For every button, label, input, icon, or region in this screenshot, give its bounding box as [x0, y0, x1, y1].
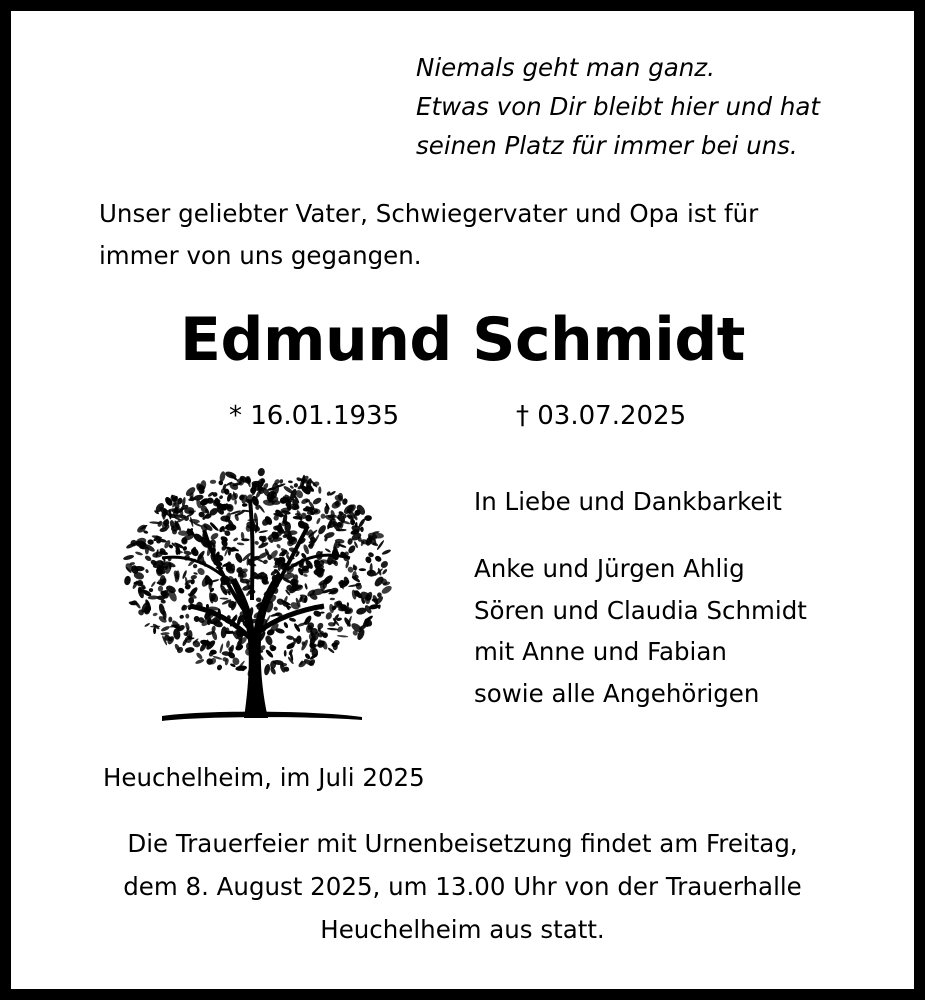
leaf-cluster: [289, 617, 297, 622]
leaf-cluster: [160, 625, 170, 632]
leaf-cluster: [190, 579, 195, 585]
leaf-cluster: [149, 588, 154, 592]
leaf-cluster: [233, 537, 239, 542]
leaf-cluster: [288, 480, 293, 483]
leaf-cluster: [193, 564, 198, 568]
leaf-cluster: [219, 597, 228, 599]
mourners-heading: In Liebe und Dankbarkeit: [474, 487, 782, 516]
mourner-name: Anke und Jürgen Ahlig: [474, 554, 745, 583]
leaf-cluster: [123, 575, 131, 585]
leaf-cluster: [374, 555, 383, 563]
leaf-cluster: [160, 575, 166, 584]
leaf-cluster: [160, 632, 169, 636]
leaf-cluster: [337, 635, 349, 638]
poem-line: Etwas von Dir bleibt hier und hat: [416, 92, 821, 121]
leaf-cluster: [234, 552, 244, 564]
leaf-cluster: [144, 622, 150, 627]
leaf-cluster: [183, 550, 192, 556]
leaf-cluster: [195, 652, 203, 660]
leaf-cluster: [360, 526, 364, 532]
leaf-cluster: [300, 497, 309, 505]
leaf-cluster: [257, 467, 266, 477]
leaf-cluster: [237, 542, 245, 546]
mourner-name: mit Anne und Fabian: [474, 637, 727, 666]
leaf-cluster: [327, 628, 339, 631]
death-date: † 03.07.2025: [516, 401, 687, 431]
leaf-cluster: [316, 622, 324, 631]
leaf-cluster: [153, 627, 156, 634]
intro-line: immer von uns gegangen.: [99, 241, 422, 270]
leaf-cluster: [256, 597, 262, 603]
mourner-name: sowie alle Angehörigen: [474, 678, 760, 708]
leaf-cluster: [379, 560, 389, 570]
leaf-cluster: [312, 496, 323, 505]
leaf-cluster: [324, 548, 331, 553]
leaf-cluster: [185, 647, 195, 654]
leaf-cluster: [304, 583, 308, 590]
leaf-cluster: [276, 543, 282, 549]
leaf-cluster: [218, 495, 223, 500]
leaf-cluster: [318, 486, 321, 493]
leaf-cluster: [359, 568, 366, 571]
poem-line: seinen Platz für immer bei uns.: [416, 131, 798, 160]
leaf-cluster: [263, 663, 271, 675]
leaf-cluster: [182, 570, 188, 580]
leaf-cluster: [135, 551, 143, 556]
intro-text: [99, 193, 859, 277]
funeral-info: [0, 822, 925, 951]
leaf-cluster: [273, 606, 279, 612]
leaf-cluster: [242, 503, 248, 507]
leaf-cluster: [258, 530, 268, 534]
intro-line: Unser geliebter Vater, Schwiegervater und Opa ist für: [99, 199, 759, 228]
leaf-cluster: [123, 554, 135, 561]
funeral-line: Heuchelheim aus statt.: [320, 915, 605, 944]
poem: [416, 48, 820, 165]
leaf-cluster: [326, 491, 331, 497]
poem-line: Niemals geht man ganz.: [416, 53, 715, 82]
leaf-cluster: [152, 612, 158, 616]
leaf-cluster: [330, 598, 335, 600]
leaf-cluster: [145, 569, 149, 574]
leaf-cluster: [380, 584, 393, 595]
tree-ground: [162, 712, 362, 721]
leaf-cluster: [284, 650, 287, 657]
leaf-cluster: [293, 483, 298, 488]
leaf-cluster: [196, 566, 206, 576]
leaf-cluster: [147, 539, 154, 545]
tree-icon: [112, 460, 394, 725]
leaf-cluster: [283, 621, 289, 628]
funeral-line: Die Trauerfeier mit Urnenbeisetzung findet am Freitag,: [127, 829, 798, 858]
leaf-cluster: [381, 549, 391, 556]
leaf-cluster: [328, 514, 337, 518]
leaf-cluster: [226, 640, 231, 648]
mourner-name: Sören und Claudia Schmidt: [474, 595, 807, 625]
leaf-cluster: [316, 517, 322, 524]
leaf-cluster: [168, 617, 172, 623]
leaf-cluster: [264, 634, 274, 646]
leaf-cluster: [254, 540, 259, 545]
leaf-cluster: [193, 572, 198, 575]
leaf-cluster: [216, 664, 223, 671]
leaf-cluster: [303, 574, 308, 578]
funeral-line: dem 8. August 2025, um 13.00 Uhr von der Trauerhalle: [123, 872, 802, 901]
leaf-cluster: [234, 500, 237, 505]
leaf-cluster: [179, 614, 184, 619]
birth-date: * 16.01.1935: [229, 401, 400, 431]
mourners-list: [474, 548, 807, 714]
leaf-cluster: [286, 635, 295, 641]
leaf-cluster: [190, 574, 197, 580]
leaf-cluster: [300, 639, 309, 652]
leaf-cluster: [228, 549, 231, 555]
place-date: Heuchelheim, im Juli 2025: [103, 763, 425, 792]
leaf-cluster: [195, 658, 205, 665]
leaf-cluster: [209, 532, 219, 541]
leaf-cluster: [185, 614, 189, 619]
deceased-name: Edmund Schmidt: [180, 305, 745, 375]
leaf-cluster: [177, 587, 185, 595]
leaf-cluster: [150, 581, 156, 588]
leaf-cluster: [210, 480, 216, 484]
leaf-cluster: [364, 515, 372, 521]
leaf-cluster: [313, 610, 323, 618]
